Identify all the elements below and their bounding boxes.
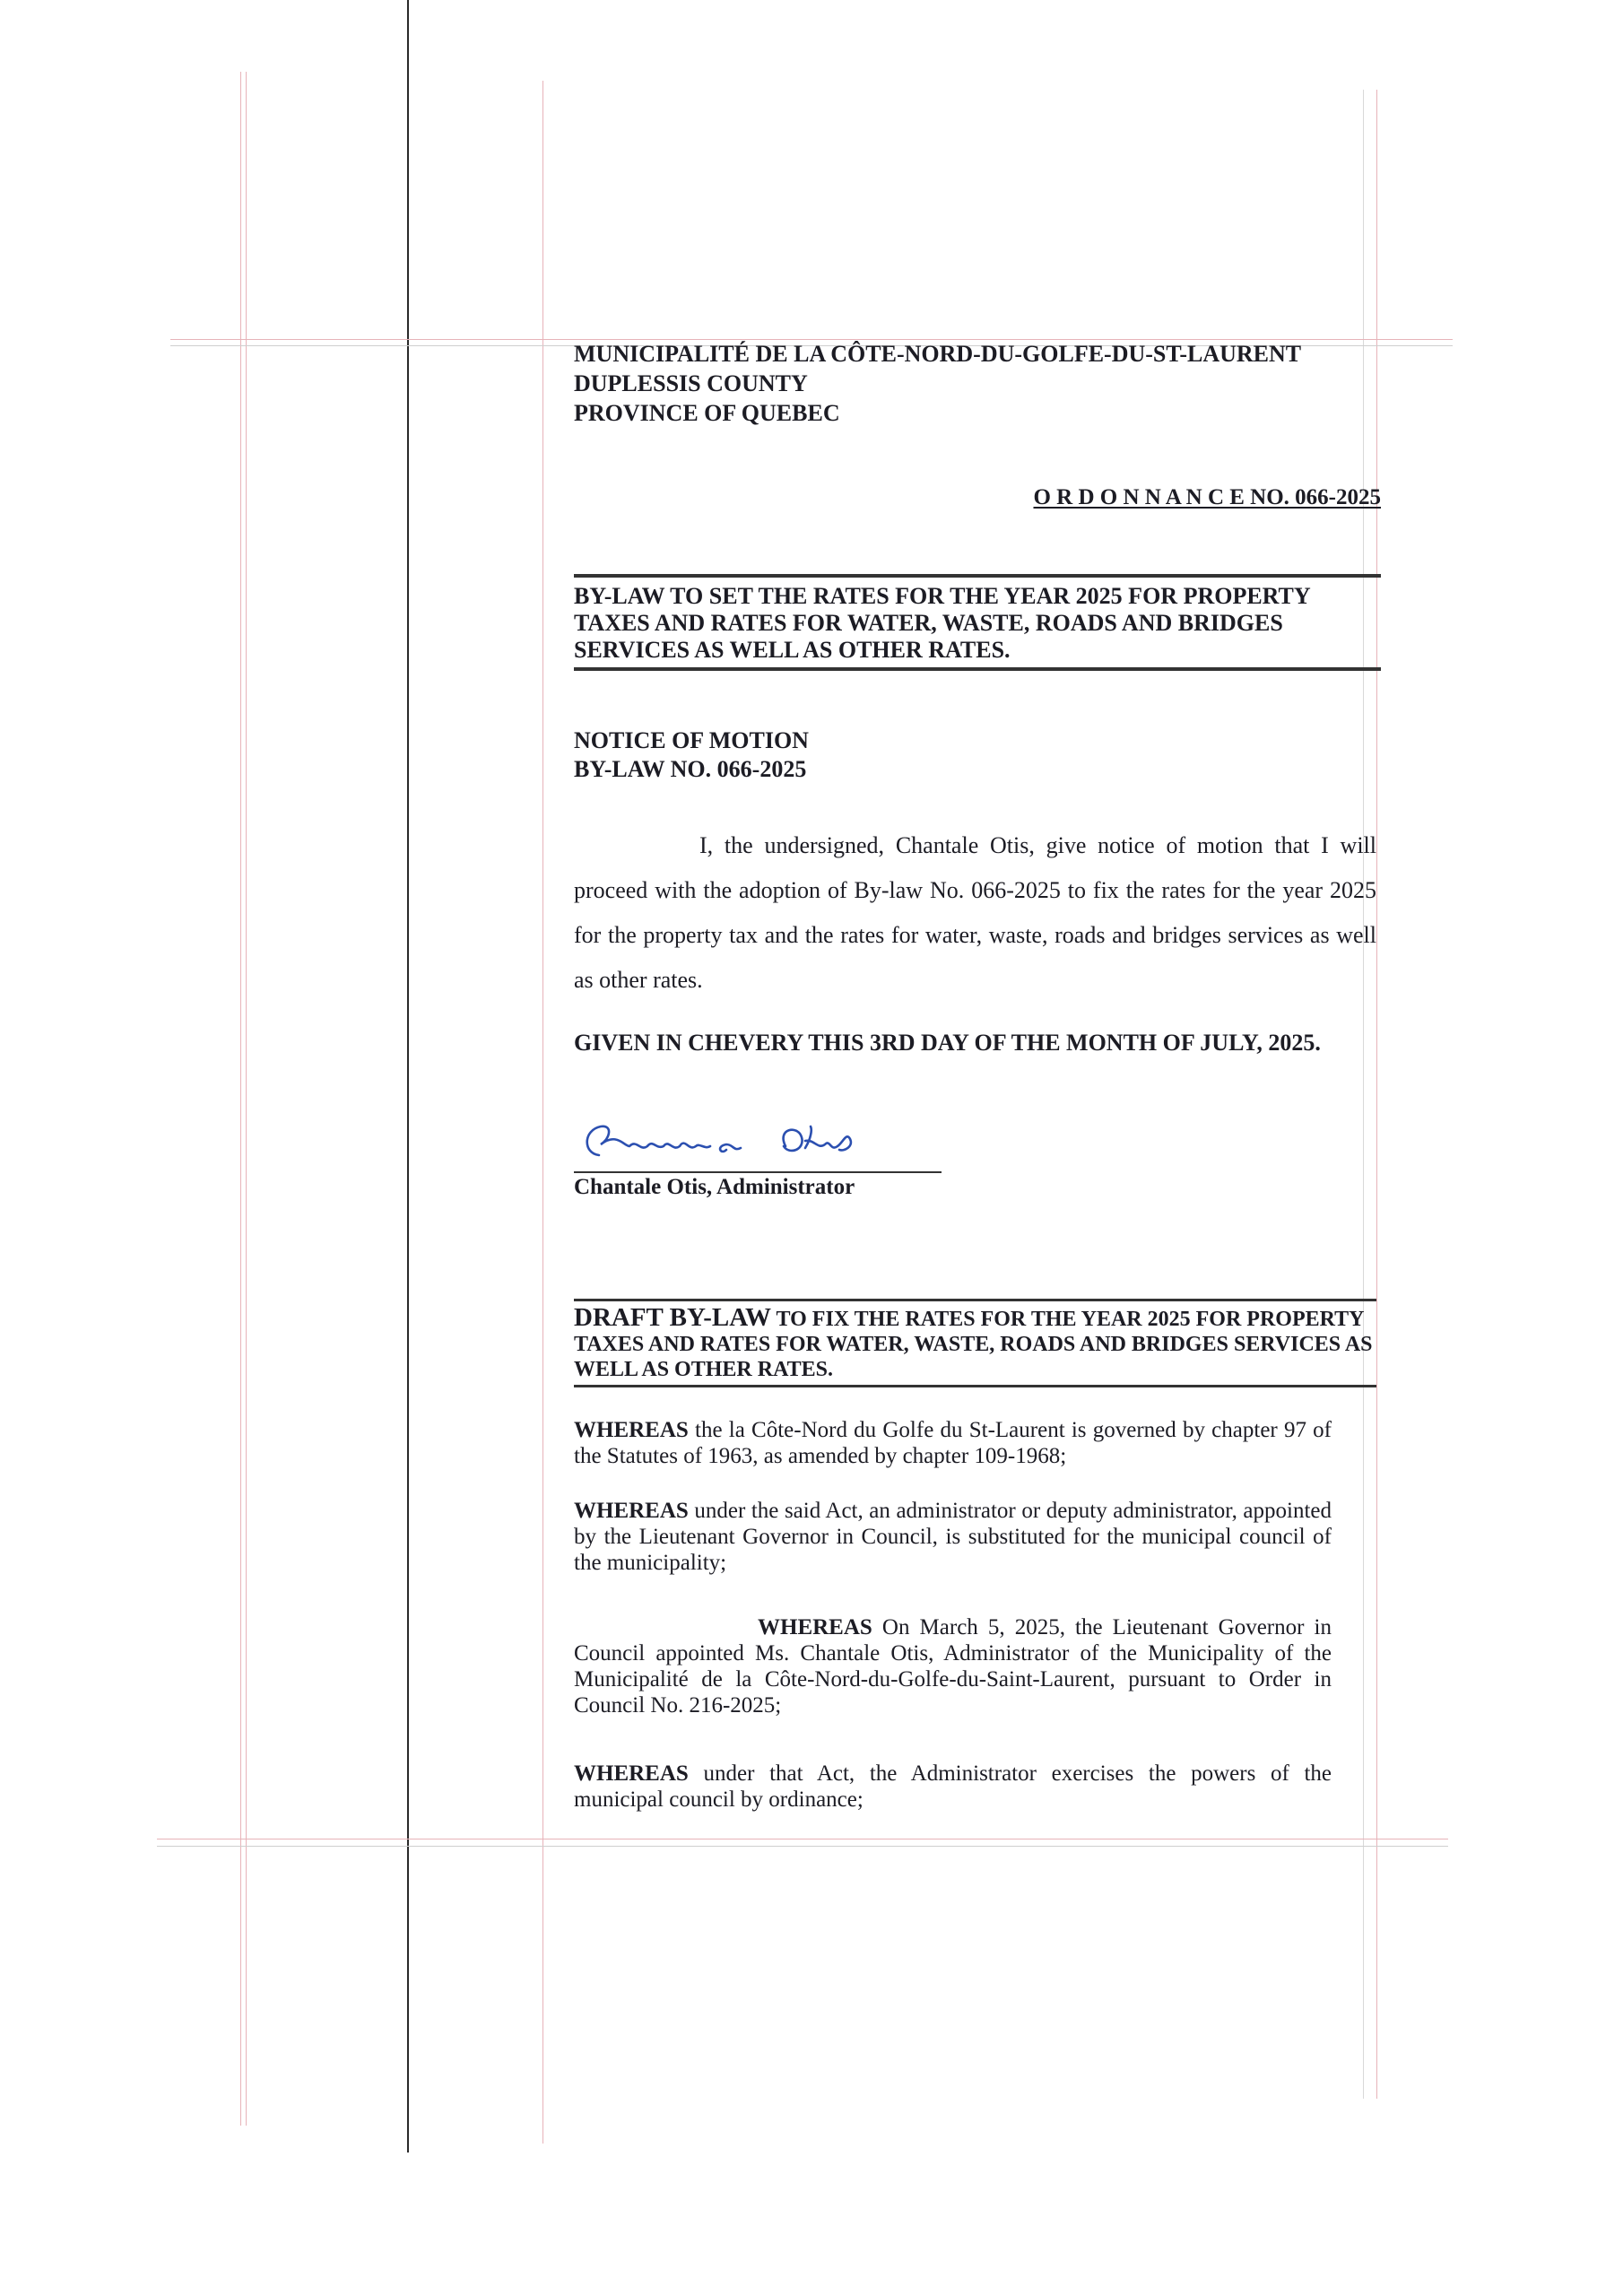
whereas-lead: WHEREAS: [574, 1499, 689, 1523]
municipality-name: MUNICIPALITÉ DE LA CÔTE-NORD-DU-GOLFE-DU-ST-LAURENT: [574, 341, 1302, 367]
draft-bylaw-title: [574, 1299, 1376, 1387]
signatory-name: Chantale Otis, Administrator: [574, 1171, 942, 1200]
whereas-lead: WHEREAS: [574, 1761, 689, 1786]
province-name: PROVINCE OF QUEBEC: [574, 400, 840, 426]
county-name: DUPLESSIS COUNTY: [574, 370, 808, 396]
whereas-clause: [574, 1498, 1332, 1576]
margin-rule-red: [246, 72, 247, 2126]
handwritten-signature: [574, 1119, 942, 1173]
given-statement: GIVEN IN CHEVERY THIS 3RD DAY OF THE MONTH OF JULY, 2025.: [574, 1030, 1321, 1056]
whereas-clause: [574, 1761, 1332, 1813]
notice-heading-1: NOTICE OF MOTION: [574, 727, 809, 753]
whereas-clause: [574, 1417, 1332, 1469]
draft-bylaw-lead: DRAFT BY-LAW: [574, 1303, 771, 1332]
notice-body: [574, 823, 1376, 1003]
whereas-text: On March 5, 2025, the Lieutenant Governor in Council appointed Ms. Chantale Otis, Administrator of the Municipality of the Municipalité de la Côte-Nord-du-Golfe-du-Saint-Laurent, pursuant to Order in Council No. 216-2025;: [574, 1615, 1332, 1718]
whereas-clause: [574, 1614, 1332, 1718]
notice-heading-2: BY-LAW NO. 066-2025: [574, 756, 807, 782]
notice-body-text: I, the undersigned, Chantale Otis, give notice of motion that I will proceed with the adoption of By-law No. 066-2025 to fix the rates for the year 2025 for the property tax and the rates for water, waste, roads and bridges services as well as other rates.: [574, 832, 1376, 993]
whereas-text: under the said Act, an administrator or deputy administrator, appointed by the Lieutenant Governor in Council, is substituted for the municipal council of the municipality;: [574, 1499, 1332, 1575]
whereas-text: under that Act, the Administrator exercises the powers of the municipal council by ordinance;: [574, 1761, 1332, 1812]
municipality-header: [574, 339, 1381, 428]
notice-heading: [574, 726, 1381, 784]
margin-rule-black: [407, 0, 409, 2152]
bylaw-title: BY-LAW TO SET THE RATES FOR THE YEAR 2025 FOR PROPERTY TAXES AND RATES FOR WATER, WASTE, ROADS AND BRIDGES SERVICES AS WELL AS OTHER RATES.: [574, 574, 1381, 671]
margin-rule-red: [240, 72, 241, 2126]
whereas-lead: WHEREAS: [758, 1615, 872, 1639]
whereas-lead: WHEREAS: [574, 1418, 689, 1442]
margin-rule-red: [542, 81, 543, 2144]
footer-rule-gray: [157, 1846, 1448, 1847]
draft-bylaw-rest: TO FIX THE RATES FOR THE YEAR 2025 FOR PROPERTY TAXES AND RATES FOR WATER, WASTE, ROADS AND BRIDGES SERVICES AS WELL AS OTHER RATES.: [574, 1308, 1373, 1381]
whereas-text: the la Côte-Nord du Golfe du St-Laurent is governed by chapter 97 of the Statutes of 1963, as amended by chapter 109-1968;: [574, 1418, 1332, 1468]
ordinance-number: O R D O N N A N C E NO. 066-2025: [1033, 485, 1381, 509]
